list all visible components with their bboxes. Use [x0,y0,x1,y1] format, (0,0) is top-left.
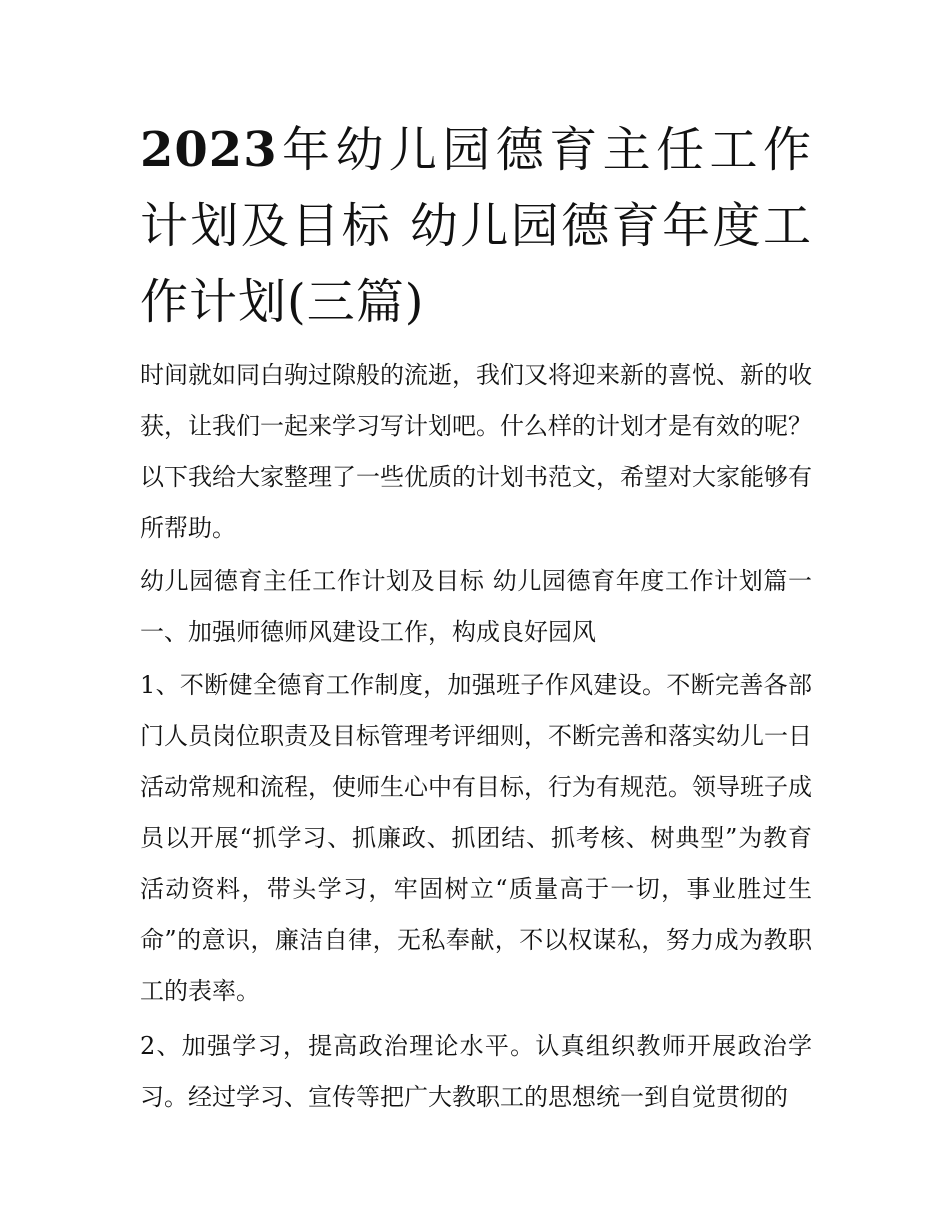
title-text: 年幼儿园德育主任工作计划及目标 幼儿园德育年度工作计划(三篇) [140,122,812,330]
item-2-paragraph: 2、加强学习，提高政治理论水平。认真组织教师开展政治学习。经过学习、宣传等把广大教职工的思想统一到自觉贯彻的 [140,1032,812,1111]
section-heading: 幼儿园德育主任工作计划及目标 幼儿园德育年度工作计划篇一 一、加强师德师风建设工作，构成良好园风 [140,567,812,646]
title-year: 2023 [140,122,278,178]
document-body [140,112,812,1123]
item-1-paragraph: 1、不断健全德育工作制度，加强班子作风建设。不断完善各部门人员岗位职责及目标管理考评细则，不断完善和落实幼儿一日活动常规和流程，使师生心中有目标，行为有规范。领导班子成员以开展“抓学习、抓廉政、抓团结、抓考核、树典型”为教育活动资料，带头学习，牢固树立“质量高于一切，事业胜过生命”的意识，廉洁自律，无私奉献，不以权谋私，努力成为教职工的表率。 [140,671,812,1005]
document-title [140,112,812,340]
intro-paragraph: 时间就如同白驹过隙般的流逝，我们又将迎来新的喜悦、新的收获，让我们一起来学习写计划吧。什么样的计划才是有效的呢？以下我给大家整理了一些优质的计划书范文，希望对大家能够有所帮助。 [140,361,812,542]
